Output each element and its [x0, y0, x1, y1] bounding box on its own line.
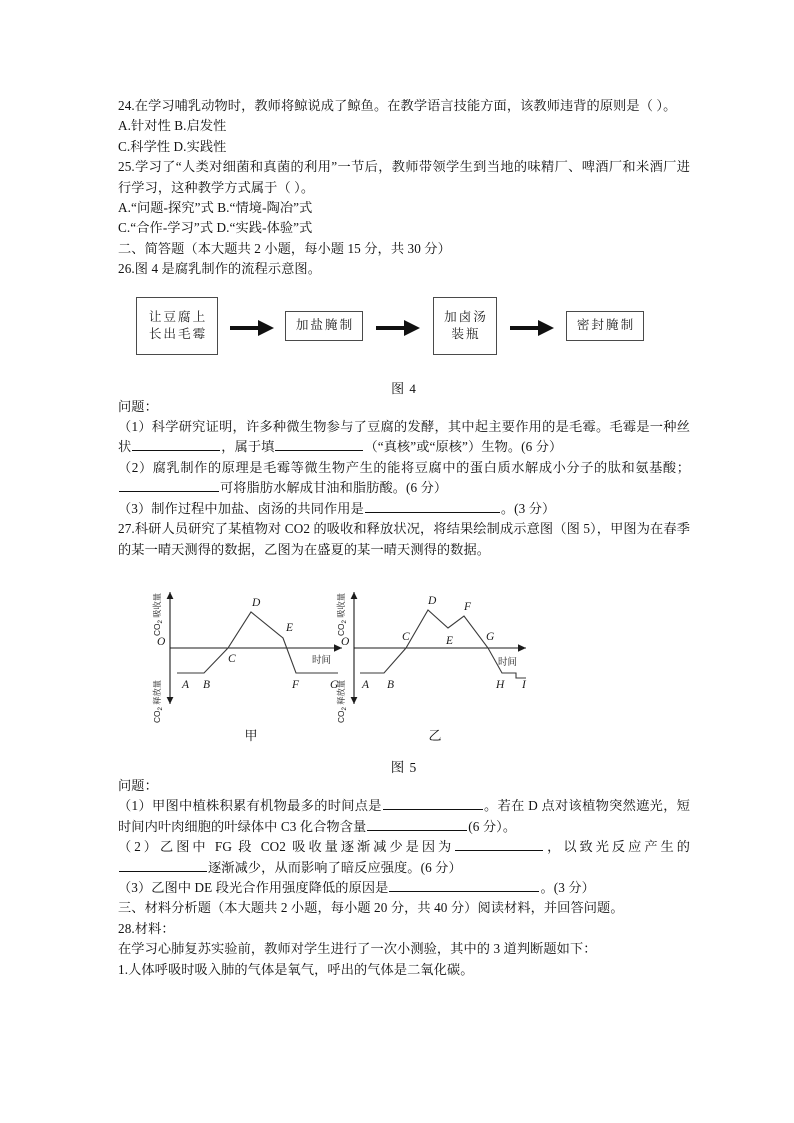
question-25-options-line-1: A.“问题-探究”式 B.“情境-陶冶”式: [118, 200, 313, 216]
q27-p1-text-c: (6 分）。: [468, 818, 517, 834]
flow-box-3-line-2: 装瓶: [451, 326, 481, 341]
q27-p1-blank-1[interactable]: [383, 796, 483, 810]
flow-box-3-line-1: 加卤汤: [444, 309, 488, 324]
q27-p2-text-b: ，以致光反应产生的: [544, 839, 690, 855]
question-26-part-3: [118, 499, 690, 519]
chart-yi-name: 乙: [428, 727, 442, 743]
chart-yi-point-A: A: [362, 678, 370, 691]
flow-box-1-line-1: 让豆腐上: [148, 309, 208, 324]
chart-jia-point-F: F: [292, 678, 300, 691]
q26-p1-text-c: （“真核”或“原核”）生物。(6 分）: [364, 439, 563, 455]
chart-yi-point-E: E: [446, 634, 454, 647]
chart-jia-name: 甲: [244, 727, 258, 743]
q27-p2-text-c: 逐渐减少，从而影响了暗反应强度。(6 分）: [208, 859, 462, 875]
flow-box-2: [285, 311, 363, 341]
q27-p2-blank-1[interactable]: [455, 837, 543, 851]
chart-jia-xlabel: 时间: [312, 654, 332, 666]
figure-5: [118, 568, 690, 746]
section-3-header: 三、材料分析题（本大题共 2 小题，每小题 20 分，共 40 分）阅读材料，并回答问题。: [118, 900, 624, 916]
chart-jia-origin-label: O: [157, 635, 166, 648]
chart-yi-point-D: D: [428, 594, 437, 607]
chart-yi-point-H: H: [496, 678, 505, 691]
question-28-line-1: 在学习心肺复苏实验前，教师对学生进行了一次小测验，其中的 3 道判断题如下：: [118, 941, 597, 957]
q26-p1-text-a: （1）科学研究证明，许多种微生物参与了豆腐的发酵，其中起主要作用的是毛霉。毛霉是一种丝状: [118, 419, 690, 455]
figure-4-caption: 图 4: [391, 380, 417, 396]
question-27-part-3: [118, 878, 690, 898]
page-content: [118, 96, 690, 980]
q26-p3-text-b: 。(3 分）: [500, 500, 556, 516]
chart-jia-svg: [146, 568, 356, 728]
question-24-stem: 24.在学习哺乳动物时，教师将鲸说成了鲸鱼。在教学语言技能方面，该教师违背的原则是（ ）。: [118, 98, 677, 113]
question-24-options-line-1: A.针对性 B.启发性: [118, 118, 227, 134]
question-27-part-1: [118, 796, 690, 837]
question-27-stem: 27.科研人员研究了某植物对 CO2 的吸收和释放状况，将结果绘制成示意图（图 5），甲图为在春季的某一晴天测得的数据，乙图为在盛夏的某一晴天测得的数据。: [118, 521, 690, 557]
flow-box-2-line-1: 加盐腌制: [295, 318, 355, 333]
q27-p2-blank-2[interactable]: [119, 858, 207, 872]
flow-box-4-line-1: 密封腌制: [576, 318, 636, 333]
chart-jia-point-E: E: [286, 621, 294, 634]
question-27-part-2: [118, 837, 690, 878]
q27-p1-text-b: 。若在 D 点对该植物突然遮光，短时间内叶肉细胞的叶绿体中 C3 化合物含量: [118, 798, 690, 834]
chart-jia: [146, 568, 356, 746]
chart-yi-svg: [330, 568, 540, 728]
chart-jia-point-C: C: [228, 652, 236, 665]
question-28-stem: 28.材料：: [118, 920, 175, 936]
chart-jia-point-G: G: [330, 678, 339, 691]
q26-p1-blank-1[interactable]: [132, 437, 220, 451]
q27-p1-text-a: （1）甲图中植株积累有机物最多的时间点是: [118, 798, 382, 814]
q27-p2-text-a: （2）乙图中 FG 段 CO2 吸收量逐渐减少是因为: [118, 839, 455, 855]
chart-jia-ylabel-bottom: $CO_2$ 释放量: [152, 679, 164, 723]
figure-5-caption: 图 5: [390, 759, 418, 775]
flow-arrow-3: [508, 317, 556, 339]
flow-box-3: [433, 297, 497, 355]
section-2-header: 二、简答题（本大题共 2 小题，每小题 15 分，共 30 分）: [118, 240, 451, 256]
chart-yi-point-F: F: [464, 600, 472, 613]
flow-box-1-line-2: 长出毛霉: [148, 326, 208, 341]
q26-p3-text-a: （3）制作过程中加盐、卤汤的共同作用是: [118, 500, 364, 516]
chart-yi-ylabel-top: $CO_2$ 吸收量: [336, 592, 348, 636]
q27-p3-text-b: 。(3 分）: [540, 879, 595, 895]
chart-yi-origin-label: O: [341, 635, 350, 648]
q27-p3-blank-1[interactable]: [389, 878, 539, 892]
flow-box-4: [566, 311, 644, 341]
chart-yi-point-B: B: [387, 678, 395, 691]
chart-jia-point-A: A: [182, 678, 190, 691]
question-26-part-1: [118, 417, 690, 458]
question-25-options-line-2: C.“合作-学习”式 D.“实践-体验”式: [118, 220, 313, 236]
q27-p1-blank-2[interactable]: [367, 817, 467, 831]
flow-arrow-1: [228, 317, 276, 339]
flow-box-1: [136, 297, 218, 355]
chart-jia-ylabel-top: $CO_2$ 吸收量: [152, 592, 164, 636]
chart-yi-point-G: G: [486, 630, 495, 643]
q27-p3-text-a: （3）乙图中 DE 段光合作用强度降低的原因是: [118, 879, 389, 895]
q26-p1-text-b: ，属于填: [221, 439, 275, 455]
figure-4: [118, 289, 690, 375]
chart-jia-point-D: D: [252, 596, 261, 609]
chart-jia-point-B: B: [203, 678, 211, 691]
chart-yi-xlabel: 时间: [498, 656, 518, 668]
question-26-prompt: 问题：: [118, 398, 158, 414]
q26-p2-text-b: 可将脂肪水解成甘油和脂肪酸。(6 分）: [220, 480, 448, 496]
question-26-stem: 26.图 4 是腐乳制作的流程示意图。: [118, 261, 322, 277]
q26-p2-text-a: （2）腐乳制作的原理是毛霉等微生物产生的能将豆腐中的蛋白质水解成小分子的肽和氨基酸；: [118, 459, 690, 475]
chart-yi-point-I: I: [522, 678, 526, 691]
question-24-options-line-2: C.科学性 D.实践性: [118, 138, 227, 154]
q26-p2-blank-1[interactable]: [119, 478, 219, 492]
flow-arrow-2: [374, 317, 422, 339]
question-27-prompt: 问题：: [118, 777, 158, 793]
q26-p3-blank-1[interactable]: [365, 499, 500, 513]
question-26-part-2: [118, 458, 690, 499]
chart-yi-ylabel-bottom: $CO_2$ 释放量: [336, 679, 348, 723]
question-25-stem: 25.学习了“人类对细菌和真菌的利用”一节后，教师带领学生到当地的味精厂、啤酒厂和米酒厂进行学习，这种教学方式属于（ ）。: [118, 159, 690, 195]
chart-yi-point-C: C: [402, 630, 410, 643]
question-28-line-2: 1.人体呼吸时吸入肺的气体是氧气，呼出的气体是二氧化碳。: [118, 961, 474, 977]
q26-p1-blank-2[interactable]: [275, 437, 363, 451]
chart-yi: [330, 568, 540, 746]
